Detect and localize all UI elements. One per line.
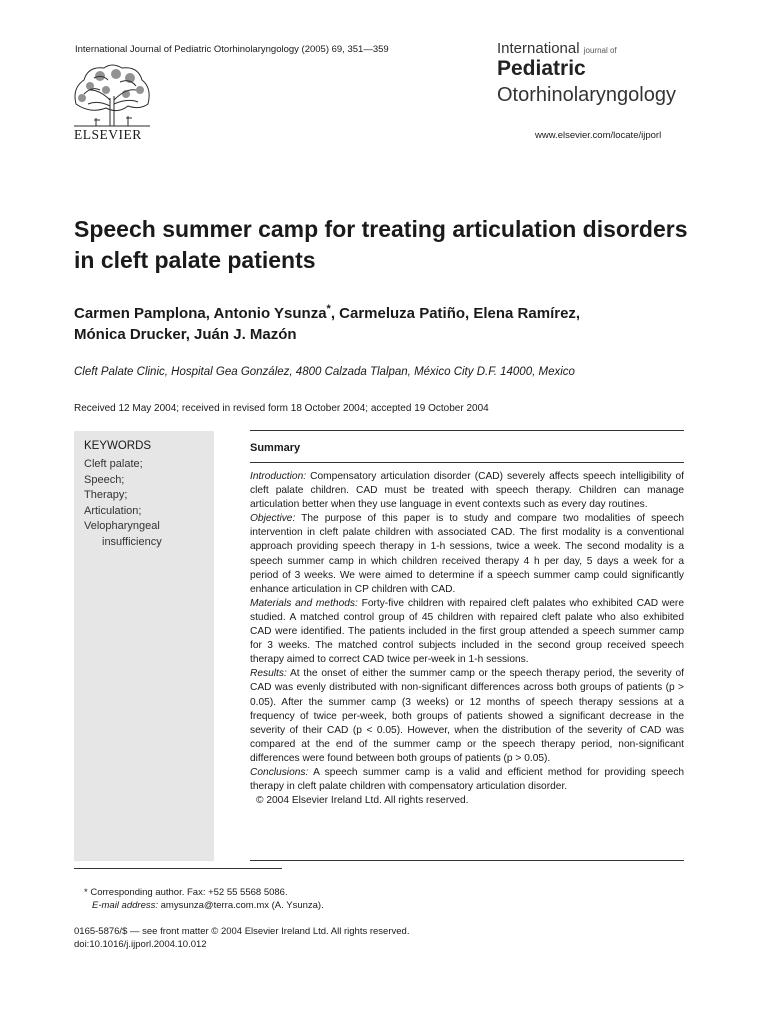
summary-heading-rule [250, 462, 684, 463]
keyword-item: Therapy; [84, 489, 128, 501]
abstract-body [250, 470, 684, 808]
doi-line[interactable]: doi:10.1016/j.ijporl.2004.10.012 [74, 939, 207, 950]
footnote-rule [74, 868, 282, 869]
author-list [74, 299, 694, 345]
elsevier-tree-logo [70, 60, 154, 130]
introduction-text: Compensatory articulation disorder (CAD) severely affects speech intelligibility of cleft palate children. CAD must be treated with speech therapy. Children can manage articulation better when they use language in event contexts such as every day routines. [250, 471, 684, 511]
journal-logo-international: International [497, 40, 580, 57]
keywords-heading: KEYWORDS [84, 440, 152, 452]
journal-logo-journal-of: journal of [583, 46, 617, 55]
email-address[interactable]: amysunza@terra.com.mx (A. Ysunza). [158, 900, 324, 911]
journal-citation: International Journal of Pediatric Otorhinolaryngology (2005) 69, 351—359 [75, 44, 389, 55]
affiliation: Cleft Palate Clinic, Hospital Gea González, 4800 Calzada Tlalpan, México City D.F. 14000, Mexico [74, 366, 575, 378]
conclusions-text: A speech summer camp is a valid and efficient method for providing speech therapy in cleft palate children with compensatory articulation disorder. [250, 766, 684, 793]
journal-logo-line2: Pediatric [497, 57, 586, 80]
introduction-label: Introduction: [250, 471, 307, 482]
email-label: E-mail address: [92, 900, 158, 911]
email-note [84, 899, 324, 912]
received-dates: Received 12 May 2004; received in revised form 18 October 2004; accepted 19 October 2004 [74, 403, 489, 414]
journal-logo-line3: Otorhinolaryngology [497, 84, 676, 106]
keywords-list [84, 457, 162, 550]
summary-bottom-rule [250, 860, 684, 861]
abstract-results [250, 667, 684, 766]
keyword-item: Articulation; [84, 504, 142, 517]
objective-label: Objective: [250, 513, 296, 525]
conclusions-label: Conclusions: [250, 766, 309, 778]
methods-label: Materials and methods: [250, 597, 358, 609]
keyword-item: Cleft palate; [84, 458, 143, 470]
keyword-item: insufficiency [102, 535, 162, 548]
abstract-methods [250, 597, 684, 667]
results-label: Results: [250, 668, 287, 680]
authors-part-a: Carmen Pamplona, Antonio Ysunza [74, 305, 327, 322]
methods-text: Forty-five children with repaired cleft palates who exhibited CAD were studied. A matched control group of 45 children with repaired cleft palate who also exhibited CAD were identified. The patients included in the first group attended a speech summer camp for 3 weeks. The matched control subjects included in the second group received speech therapy aimed to correct CAD twice per-week in 1-h sessions. [250, 597, 684, 666]
results-text: At the onset of either the summer camp or the speech therapy period, the severity of CAD was evenly distributed with non-significant differences across both groups of patients (p > 0.05). After the summer camp (3 weeks) or 12 months of speech therapy sessions at a frequency of twice per-week, both groups of patients showed a significant decrease in the severity of their CAD (p < 0.05). However, when the distribution of the severity of CAD was compared at the end of the summer camp or the speech therapy period, non-significant differences were found between both groups of patients (p > 0.05). [250, 668, 684, 764]
publication-info [74, 925, 409, 951]
publisher-name: ELSEVIER [74, 127, 142, 142]
footnote-block [84, 886, 324, 912]
abstract-conclusions [250, 766, 684, 794]
keyword-item: Velopharyngeal [84, 520, 160, 532]
journal-url-link[interactable]: www.elsevier.com/locate/ijporl [535, 130, 662, 141]
journal-logo-line1 [497, 40, 617, 57]
abstract-objective [250, 512, 684, 597]
abstract-introduction [250, 470, 684, 512]
issn-line: 0165-5876/$ — see front matter © 2004 Elsevier Ireland Ltd. All rights reserved. [74, 926, 410, 937]
authors-line2: Mónica Drucker, Juán J. Mazón [74, 326, 297, 343]
authors-part-b: , Carmeluza Patiño, Elena Ramírez, [330, 305, 581, 322]
article-title: Speech summer camp for treating articulation disorders in cleft palate patients [74, 216, 688, 273]
corresponding-author-note: * Corresponding author. Fax: +52 55 5568 5086. [84, 887, 288, 898]
keyword-item: Speech; [84, 473, 125, 486]
summary-top-rule [250, 430, 684, 431]
summary-heading: Summary [250, 442, 301, 454]
abstract-copyright: © 2004 Elsevier Ireland Ltd. All rights reserved. [256, 795, 469, 807]
objective-text: The purpose of this paper is to study and compare two modalities of speech intervention in cleft palate children with associated CAD. The first modality is a conventional approach providing speech therapy in 1-h sessions, twice a week. The second modality is a speech summer camp in which children received therapy 4 h per day, 5 days a week for a period of 3 weeks. We were aimed to determine if a speech summer camp could significantly enhance articulation in CP children with CAD. [250, 513, 684, 595]
corresponding-author-marker[interactable]: * [326, 303, 331, 315]
